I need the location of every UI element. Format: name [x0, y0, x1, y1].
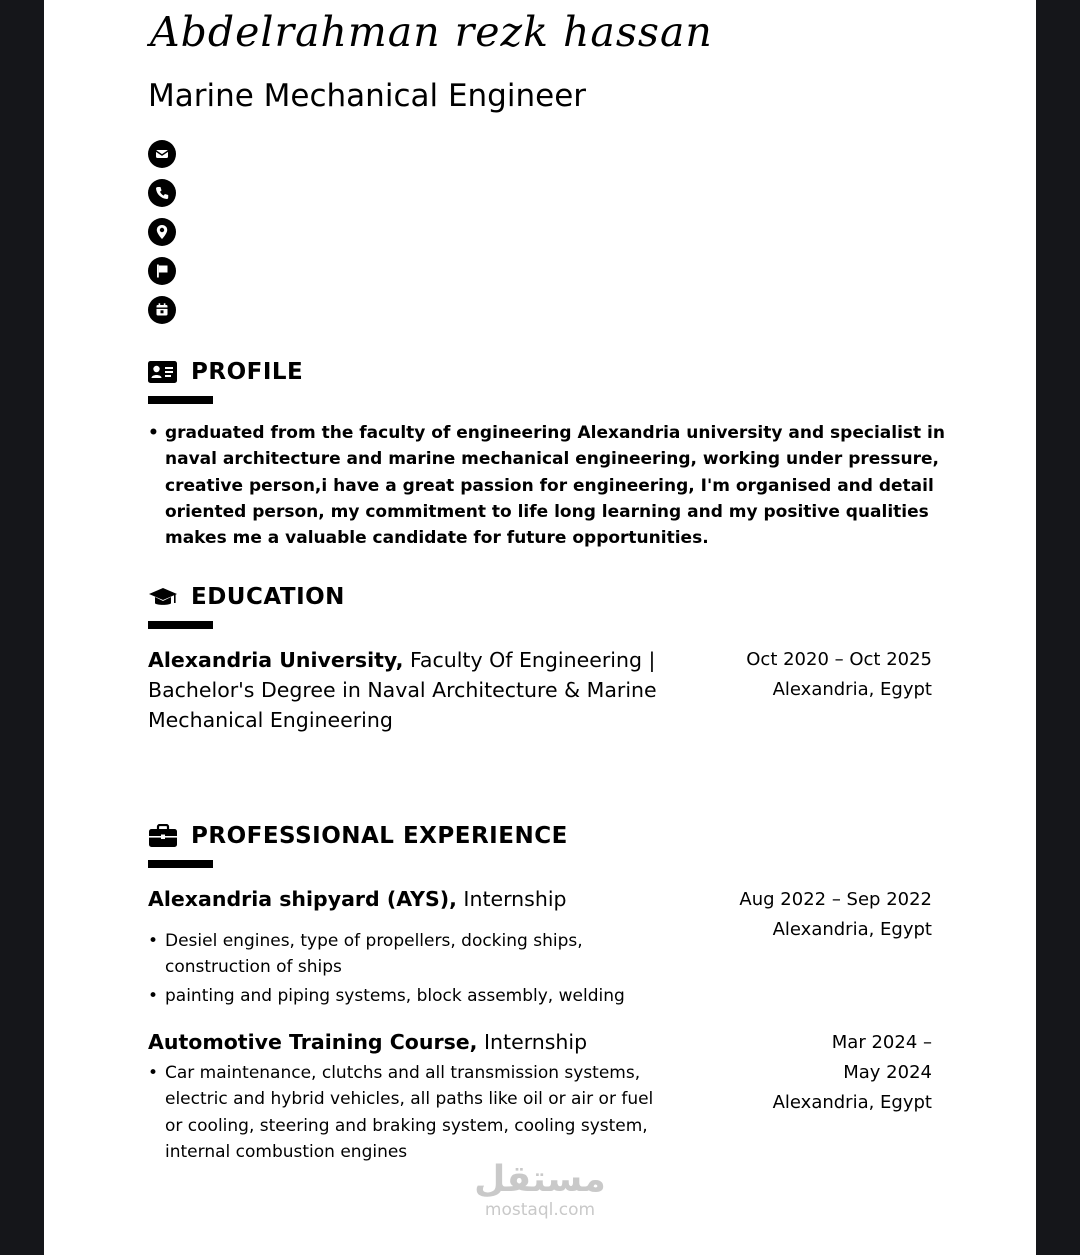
section-title-profile: PROFILE	[191, 359, 304, 385]
profile-line: graduated from the faculty of engineering Alexandria university and specialist in	[165, 423, 945, 443]
flag-icon	[148, 257, 176, 285]
profile-line: naval architecture and marine mechanical engineering, working under pressure,	[165, 449, 939, 470]
watermark-latin: mostaql.com	[484, 1200, 596, 1220]
watermark-arabic: مستقل	[474, 1159, 606, 1200]
job-title: Marine Mechanical Engineer	[148, 78, 587, 114]
experience-entry-heading	[148, 1027, 587, 1057]
bullet-line: electric and hybrid vehicles, all paths like oil or air or fuel	[165, 1089, 654, 1110]
bullet-line: construction of ships	[165, 957, 342, 978]
education-location: Alexandria, Egypt	[772, 679, 932, 700]
section-title-education: EDUCATION	[191, 584, 345, 610]
graduation-cap-icon	[148, 586, 178, 614]
mostaql-watermark	[470, 1160, 610, 1220]
bullet-line: or cooling, steering and braking system, cooling system,	[165, 1115, 648, 1136]
profile-line: creative person,i have a great passion for engineering, I'm organised and detail	[165, 475, 934, 496]
section-title-experience: PROFESSIONAL EXPERIENCE	[191, 823, 568, 849]
briefcase-icon	[148, 824, 178, 852]
experience-meta	[704, 1028, 932, 1118]
experience-location: Alexandria, Egypt	[772, 1092, 932, 1113]
candidate-name: Abdelrahman rezk hassan	[150, 8, 713, 56]
company-name: Alexandria shipyard (AYS),	[148, 887, 457, 911]
section-underline	[148, 621, 213, 629]
institution-name: Alexandria University,	[148, 648, 404, 672]
section-underline	[148, 860, 213, 868]
role-title: Internship	[456, 887, 567, 911]
id-card-icon	[148, 360, 178, 388]
resume-page	[44, 0, 1036, 1255]
company-name: Automotive Training Course,	[148, 1030, 478, 1054]
experience-entry-heading	[148, 884, 567, 914]
bullet-line: Desiel engines, type of propellers, docking ships,	[165, 931, 583, 951]
bullet-glyph: •	[148, 423, 159, 443]
map-pin-icon[interactable]	[148, 218, 176, 246]
education-dates: Oct 2020 – Oct 2025	[746, 649, 932, 670]
envelope-icon[interactable]	[148, 140, 176, 168]
calendar-icon	[148, 296, 176, 324]
bullet-line: painting and piping systems, block assembly, welding	[165, 986, 625, 1006]
experience-meta	[664, 885, 932, 945]
bullet-glyph: •	[148, 931, 159, 951]
degree-line: Mechanical Engineering	[148, 708, 393, 732]
phone-icon[interactable]	[148, 179, 176, 207]
degree-details: Faculty Of Engineering |	[403, 648, 656, 672]
experience-dates: Mar 2024 –	[831, 1032, 932, 1053]
experience-dates: May 2024	[843, 1062, 932, 1083]
experience-location: Alexandria, Egypt	[772, 919, 932, 940]
experience-dates: Aug 2022 – Sep 2022	[739, 889, 932, 910]
bullet-glyph: •	[148, 986, 159, 1006]
role-title: Internship	[477, 1030, 588, 1054]
bullet-line: Car maintenance, clutchs and all transmission systems,	[165, 1063, 641, 1083]
profile-line: oriented person, my commitment to life long learning and my positive qualities	[165, 501, 929, 522]
degree-line: Bachelor's Degree in Naval Architecture & Marine	[148, 678, 657, 702]
education-entry	[148, 645, 657, 735]
bullet-line: internal combustion engines	[165, 1141, 408, 1162]
section-underline	[148, 396, 213, 404]
bullet-glyph: •	[148, 1063, 159, 1083]
profile-line: makes me a valuable candidate for future opportunities.	[165, 528, 709, 549]
education-meta	[664, 645, 932, 705]
